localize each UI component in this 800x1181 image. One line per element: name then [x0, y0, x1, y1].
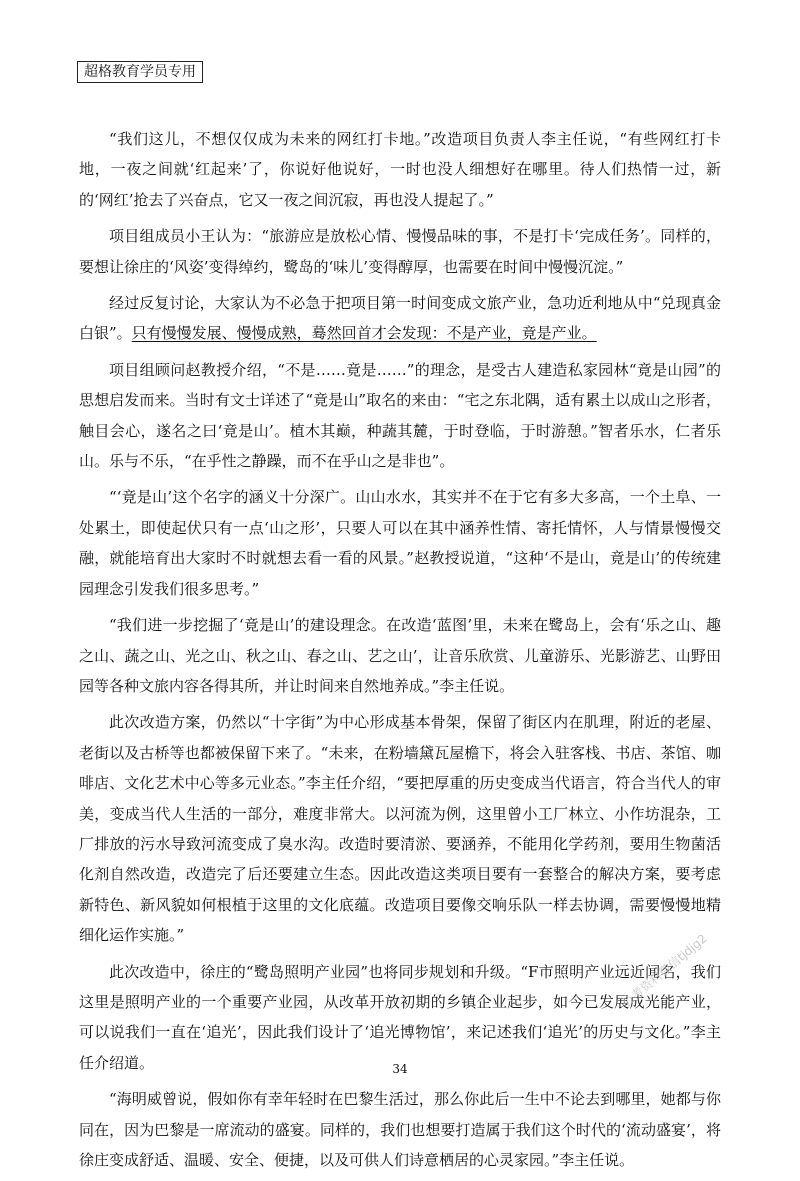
watermark: 公考资料微信tjdjg2 — [619, 931, 710, 1011]
paragraph-3 — [79, 288, 721, 349]
paragraph-2: 项目组成员小王认为：“旅游应是放松心情、慢慢品味的事，不是打卡‘完成任务’。同样的，要想让徐庄的‘风姿’变得绰约，鹭岛的‘味儿’变得醇厚，也需要在时间中慢慢沉淀。” — [79, 227, 721, 276]
paragraph-1: “我们这儿，不想仅仅成为未来的网红打卡地。”改造项目负责人李主任说，“有些网红打卡地，一夜之间就‘红起来’了，你说好他说好，一时也没人细想好在哪里。待人们热情一过，新的‘网红’抢去了兴奋点，它又一夜之间沉寂，再也没人提起了。” — [79, 130, 721, 209]
paragraph-7: 此次改造方案，仍然以“十字街”为中心形成基本骨架，保留了街区内在肌理，附近的老屋、老街以及古桥等也都被保留下来了。“未来，在粉墙黛瓦屋檐下，将会入驻客栈、书店、茶馆、咖啡店、文化艺术中心等多元业态。”李主任介绍，“要把厚重的历史变成当代语言，符合当代人的审美，变成当代人生活的一部分，难度非常大。以河流为例，这里曾小工厂林立、小作坊混杂，工厂排放的污水导致河流变成了臭水沟。改造时要清淤、要涵养，不能用化学药剂，要用生物菌活化剂自然改造，改造完了后还要建立生态。因此改造这类项目要有一套整合的解决方案，要考虑新特色、新风貌如何根植于这里的文化底蕴。改造项目要像交响乐队一样去协调，需要慢慢地精细化运作实施。” — [79, 713, 721, 945]
document-body — [79, 124, 721, 1181]
paragraph-4: 项目组顾问赵教授介绍，“不是……竟是……”的理念，是受古人建造私家园林“竟是山园”的思想启发而来。当时有文士详述了“竟是山”取名的来由：“宅之东北隅，适有累土以成山之形者，触目会心，遂名之曰‘竟是山’。植木其巅，种蔬其麓，于时登临，于时游憩。”智者乐水，仁者乐山。乐与不乐，“在乎性之静躁，而不在乎山之是非也”。 — [79, 360, 721, 471]
header-label: 超格教育学员专用 — [77, 61, 203, 83]
paragraph-8: 此次改造中，徐庄的“鹭岛照明产业园”也将同步规划和升级。“F市照明产业远近闻名，我们这里是照明产业的一个重要产业园，从改革开放初期的乡镇企业起步，如今已发展成光能产业，可以说我们一直在‘追光’，因此我们设计了‘追光博物馆’，来记述我们‘追光’的历史与文化。”李主任介绍道。 — [79, 962, 721, 1072]
paragraph-5: “‘竟是山’这个名字的涵义十分深广。山山水水，其实并不在于它有多大多高，一个土阜、一处累土，即使起伏只有一点‘山之形’，只要人可以在其中涵养性情、寄托情怀，人与情景慢慢交融，就能培育出大家时不时就想去看一看的风景。”赵教授说道，“这种‘不是山，竟是山’的传统建园理念引发我们很多思考。” — [79, 488, 721, 598]
page-number: 34 — [392, 1062, 408, 1076]
paragraph-9: “海明威曾说，假如你有幸年轻时在巴黎生活过，那么你此后一生中不论去到哪里，她都与你同在，因为巴黎是一席流动的盛宴。同样的，我们也想要打造属于我们这个时代的‘流动盛宴’，将徐庄变成舒适、温暖、安全、便捷，以及可供人们诗意栖居的心灵家园。”李主任说。 — [79, 1090, 721, 1169]
paragraph-3-text: 经过反复讨论，大家认为不必急于把项目第一时间变成文旅产业，急功近利地从中“兑现真金白银”。 — [79, 294, 721, 343]
paragraph-6: “我们进一步挖掘了‘竟是山’的建设理念。在改造‘蓝图’里，未来在鹭岛上，会有‘乐之山、趣之山、蔬之山、光之山、秋之山、春之山、艺之山’，让音乐欣赏、儿童游乐、光影游艺、山野田园等各种文旅内容各得其所，并让时间来自然地养成。”李主任说。 — [79, 616, 721, 695]
underlined-sentence: 只有慢慢发展、慢慢成熟，蓦然回首才会发现：不是产业，竟是产业。 — [131, 324, 597, 343]
